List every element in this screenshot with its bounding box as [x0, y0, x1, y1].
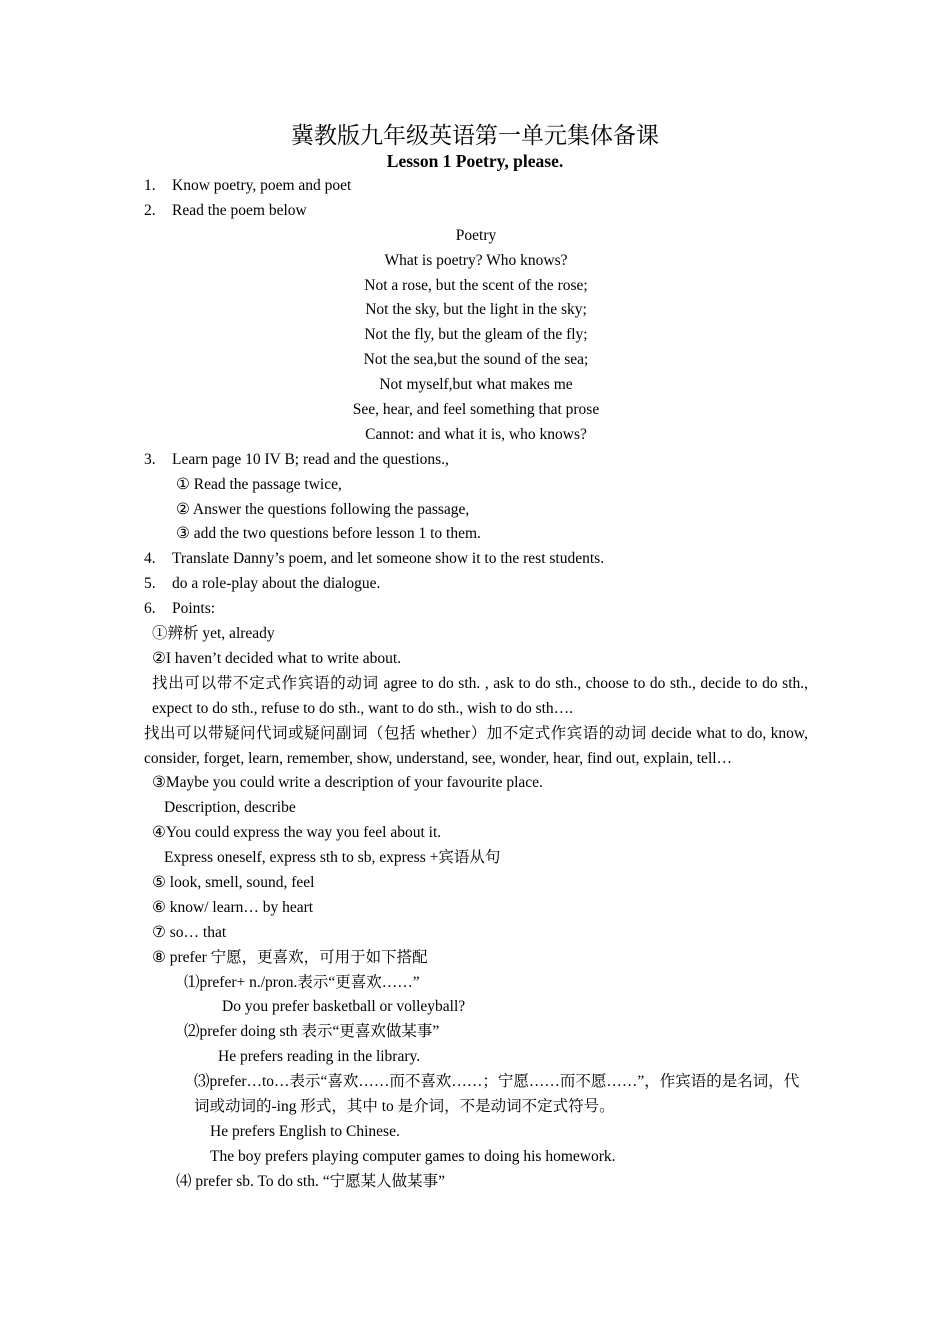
point-item: ①辨析 yet, already	[152, 625, 275, 643]
document-title: 冀教版九年级英语第一单元集体备课	[291, 123, 659, 148]
poem-line: Cannot: and what it is, who knows?	[365, 425, 587, 443]
list-item	[144, 199, 808, 224]
step-item: ② Answer the questions following the passage,	[176, 500, 470, 518]
example-sentence: He prefers reading in the library.	[218, 1048, 421, 1066]
list-item	[144, 174, 808, 199]
sub-point: ⑷ prefer sb. To do sth. “宁愿某人做某事”	[176, 1172, 445, 1190]
point-item: ⑥ know/ learn… by heart	[152, 898, 314, 916]
poem-line: Not myself,but what makes me	[379, 376, 573, 394]
document-body	[144, 174, 808, 1195]
poem-line: Not the sky, but the light in the sky;	[365, 301, 587, 319]
item-text: Translate Danny’s poem, and let someone show it to the rest students.	[172, 550, 605, 568]
point-item: ⑦ so… that	[152, 923, 227, 941]
point-item: ④You could express the way you feel about it.	[152, 824, 442, 842]
example-sentence: The boy prefers playing computer games to doing his homework.	[210, 1147, 616, 1165]
item-number: 5.	[144, 575, 156, 593]
item-text: Know poetry, poem and poet	[172, 177, 352, 194]
point-note: 找出可以带不定式作宾语的动词 agree to do sth. , ask to do sth., choose to do sth., decide to do sth., expect to do sth., refuse to do sth., want to do sth., wish to do sth….	[152, 674, 808, 717]
poem-line: What is poetry? Who knows?	[384, 251, 568, 269]
sub-point: ⑶prefer…to…表示“喜欢……而不喜欢……；宁愿……而不愿……”，作宾语的是名词，代词或动词的-ing 形式，其中 to 是介词，不是动词不定式符号。	[194, 1073, 800, 1116]
poem-line: See, hear, and feel something that prose	[352, 401, 600, 419]
list-item	[144, 597, 808, 622]
step-item: ① Read the passage twice,	[176, 475, 342, 493]
list-item	[144, 448, 808, 473]
lesson-title: Lesson 1 Poetry, please.	[386, 151, 564, 171]
item-text: do a role-play about the dialogue.	[172, 575, 381, 593]
poem-line: Not the sea,but the sound of the sea;	[363, 351, 589, 369]
item-number: 1.	[144, 177, 156, 194]
example-sentence: Do you prefer basketball or volleyball?	[222, 998, 466, 1016]
point-note: 找出可以带疑问代词或疑问副词（包括 whether）加不定式作宾语的动词 decide what to do, know, consider, forget, learn, remember, show, understand, see, wonder, hear, find out, explain, tell…	[144, 724, 808, 767]
item-text: Read the poem below	[172, 201, 307, 219]
point-item: ③Maybe you could write a description of your favourite place.	[152, 774, 543, 792]
point-note: Express oneself, express sth to sb, express +宾语从句	[164, 849, 501, 867]
poem-line: Not a rose, but the scent of the rose;	[364, 276, 588, 294]
list-item	[144, 572, 808, 597]
example-sentence: He prefers English to Chinese.	[210, 1122, 400, 1140]
sub-point: ⑵prefer doing sth 表示“更喜欢做某事”	[184, 1023, 440, 1041]
item-number: 4.	[144, 550, 156, 568]
item-number: 3.	[144, 450, 156, 468]
item-number: 6.	[144, 600, 156, 618]
item-text: Points:	[172, 600, 216, 618]
poem-title: Poetry	[455, 226, 497, 244]
point-item: ②I haven’t decided what to write about.	[152, 649, 402, 667]
point-item: ⑧ prefer 宁愿，更喜欢，可用于如下搭配	[152, 948, 428, 966]
sub-point: ⑴prefer+ n./pron.表示“更喜欢……”	[184, 973, 420, 991]
point-note: Description, describe	[164, 799, 296, 817]
step-item: ③ add the two questions before lesson 1 to them.	[176, 525, 481, 543]
item-text: Learn page 10 IV B; read and the questions.,	[172, 450, 449, 468]
poem	[144, 224, 808, 448]
poem-line: Not the fly, but the gleam of the fly;	[364, 326, 588, 344]
item-number: 2.	[144, 201, 156, 219]
point-item: ⑤ look, smell, sound, feel	[152, 874, 315, 891]
list-item	[144, 547, 808, 572]
